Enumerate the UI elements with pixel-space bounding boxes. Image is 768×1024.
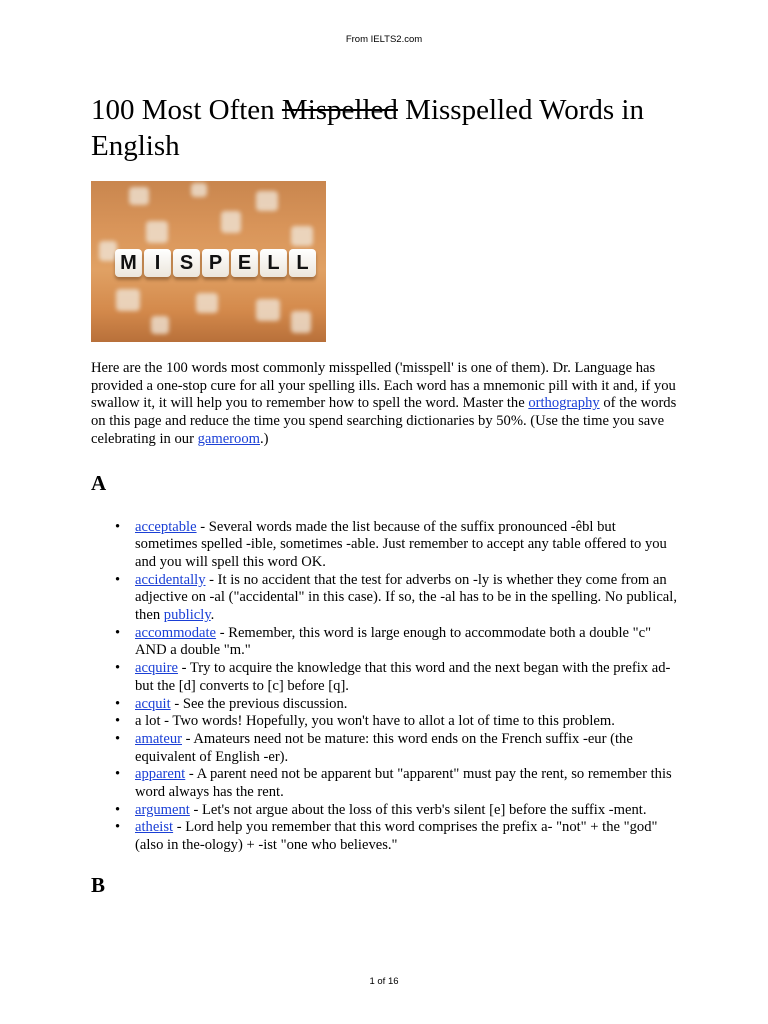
word-description: - Several words made the list because of the suffix pronounced -êbl but sometimes spelled -ible, sometimes -able. Just remember to accept any table offered to you and you will spell this word OK. <box>135 518 667 570</box>
word-link[interactable]: amateur <box>135 730 182 747</box>
list-item <box>91 696 681 714</box>
blurred-die <box>116 289 140 311</box>
word-link[interactable]: acceptable <box>135 518 197 535</box>
list-item <box>91 625 681 660</box>
bullet: • <box>115 730 121 747</box>
bullet: • <box>115 801 121 818</box>
intro-paragraph <box>91 360 681 449</box>
blurred-die <box>221 211 241 233</box>
word-description: - A parent need not be apparent but "apparent" must pay the rent, so remember this word always has the rent. <box>135 766 672 801</box>
word-description: - Let's not argue about the loss of this verb's silent [e] before the suffix -ment. <box>189 801 647 818</box>
word-description: - Try to acquire the knowledge that this word and the next began with the prefix ad- but the [d] converts to [c] before [q]. <box>135 660 671 694</box>
bullet: • <box>115 660 121 677</box>
intro-text: Here are the 100 words most commonly misspelled ('misspell' is one of them). Dr. Language has provided a one-stop cure for all your spelling ills. Each word has a mnemonic pill with it and, if you swallow it, it will help you to remember how to spell the word. Master the <box>91 360 676 412</box>
misspell-dice-image <box>91 181 326 342</box>
letter-tile: M <box>115 249 142 277</box>
title-part-1: 100 Most Often <box>91 94 282 126</box>
word-list-a <box>91 519 681 855</box>
bullet: • <box>115 624 121 641</box>
gameroom-link[interactable]: gameroom <box>197 430 260 447</box>
blurred-die <box>256 299 280 321</box>
word-link[interactable]: argument <box>135 801 190 818</box>
blurred-die <box>151 316 169 334</box>
title-part-2: Misspelled Words in English <box>91 94 644 162</box>
letter-tile: S <box>173 249 200 277</box>
word-description: - Amateurs need not be mature: this word ends on the French suffix -eur (the equivalent of English -er). <box>135 730 633 765</box>
page-header-source: From IELTS2.com <box>345 34 423 45</box>
word-description: - It is no accident that the test for adverbs on -ly is whether they come from an adjective on -al ("accidental" in this case). If so, the -al has to be in the spelling. No publical, then <box>135 571 677 624</box>
list-item <box>91 713 681 731</box>
blurred-die <box>146 221 168 243</box>
letter-tile: L <box>260 249 287 277</box>
bullet: • <box>115 713 121 730</box>
word-description: a lot - Two words! Hopefully, you won't have to allot a lot of time to this problem. <box>135 713 615 730</box>
bullet: • <box>115 695 121 712</box>
word-link[interactable]: atheist <box>135 819 174 836</box>
intro-text: .) <box>260 430 269 447</box>
list-item <box>91 819 681 854</box>
blurred-die <box>291 226 313 246</box>
bullet: • <box>115 819 121 836</box>
orthography-link[interactable]: orthography <box>528 395 600 412</box>
blurred-die <box>196 293 218 313</box>
page-title <box>91 92 681 164</box>
list-item <box>91 802 681 820</box>
letter-tile: E <box>231 249 258 277</box>
word-link[interactable]: accommodate <box>135 624 217 641</box>
blurred-die <box>256 191 278 211</box>
list-item <box>91 731 681 766</box>
word-description: - Lord help you remember that this word comprises the prefix a- "not" + the "god" (also in the-ology) + -ist "one who believes." <box>135 819 658 854</box>
word-link[interactable]: acquit <box>135 695 171 712</box>
page-number: 1 of 16 <box>369 976 399 987</box>
letter-tile: L <box>289 249 316 277</box>
word-description: - Remember, this word is large enough to accommodate both a double "c" AND a double "m." <box>135 624 652 659</box>
blurred-die <box>129 187 149 205</box>
publicly-link[interactable]: publicly <box>163 607 211 624</box>
blurred-die <box>291 311 311 333</box>
list-item <box>91 660 681 695</box>
title-struck-word: Mispelled <box>281 94 398 126</box>
word-description: - See the previous discussion. <box>170 695 348 712</box>
document-body <box>91 92 681 897</box>
list-item <box>91 572 681 625</box>
word-description: . <box>210 607 215 624</box>
intro-text: of the words on this page and reduce the time you spend searching dictionaries by 50%. (Use the time you save celebrating in our <box>91 395 677 447</box>
bullet: • <box>115 571 121 588</box>
letter-tile: I <box>144 249 171 277</box>
blurred-die <box>191 183 207 197</box>
word-link[interactable]: acquire <box>135 660 178 677</box>
bullet: • <box>115 518 121 535</box>
letter-tile: P <box>202 249 229 277</box>
section-heading-a: A <box>91 470 107 495</box>
bullet: • <box>115 766 121 783</box>
word-link[interactable]: accidentally <box>135 571 206 588</box>
list-item <box>91 519 681 572</box>
list-item <box>91 766 681 801</box>
section-heading-b: B <box>91 872 106 897</box>
word-link[interactable]: apparent <box>135 766 186 783</box>
